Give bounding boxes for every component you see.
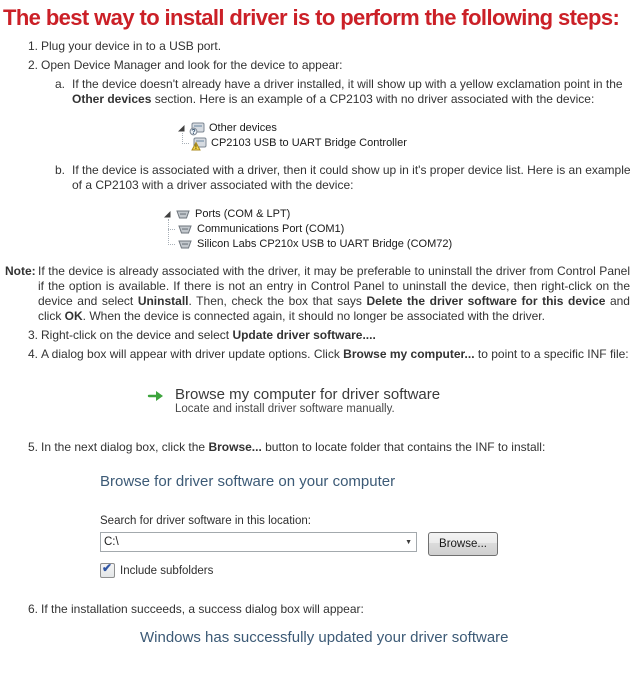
step-text — [72, 77, 632, 107]
tree-node-cp2103[interactable] — [182, 136, 640, 151]
bold-text: Update driver software.... — [232, 328, 376, 342]
option-subtitle: Locate and install driver software manually. — [175, 403, 395, 415]
dialog-header: Browse for driver software on your computer — [100, 473, 396, 490]
tree-node-ports[interactable] — [163, 207, 640, 222]
step-6 — [28, 602, 632, 617]
step-2 — [28, 58, 632, 73]
tree-connector-dash — [182, 135, 189, 144]
bold-text: Other devices — [72, 92, 152, 106]
chevron-down-icon[interactable]: ▼ — [405, 538, 412, 546]
note-block — [5, 264, 630, 324]
tree-node-com72[interactable] — [168, 237, 640, 252]
step-text — [41, 347, 632, 362]
serial-port-icon — [177, 223, 193, 237]
location-value: C:\ — [104, 536, 119, 548]
text-segment: to point to a specific INF file: — [474, 347, 629, 361]
bold-text: Uninstall — [137, 294, 189, 308]
step-number: 1. — [28, 39, 39, 53]
option-title[interactable]: Browse my computer for driver software — [175, 386, 441, 403]
note-label: Note: — [5, 264, 36, 278]
page-title: The best way to install driver is to perform the following steps: — [3, 5, 620, 30]
svg-text:!: ! — [194, 143, 198, 151]
device-manager-tree-no-driver — [177, 121, 640, 151]
text-segment: Right-click on the device and select — [41, 328, 233, 342]
tree-node-label: Ports (COM & LPT) — [195, 208, 291, 220]
text-segment: A dialog box will appear with driver update options. Click — [41, 347, 344, 361]
bold-text: Browse... — [208, 440, 262, 454]
step-number: 4. — [28, 347, 39, 361]
tree-children — [168, 222, 640, 252]
success-message: Windows has successfully updated your driver software — [140, 629, 509, 646]
step-4 — [28, 347, 632, 362]
text-segment: and click — [38, 294, 630, 323]
tree-node-label: Other devices — [209, 122, 277, 134]
tree-connector-dash — [168, 236, 175, 245]
expand-collapse-icon[interactable] — [163, 210, 172, 219]
serial-port-icon — [175, 208, 191, 222]
bold-text: Delete the driver software for this device — [366, 294, 606, 308]
text-segment: If the device doesn't already have a driver installed, it will show up with a yellow exclamation point in the — [72, 77, 623, 91]
step-text: If the installation succeeds, a success dialog box will appear: — [41, 602, 364, 616]
text-segment: . Then, check the box that says — [188, 294, 367, 308]
device-warning-icon — [191, 137, 207, 151]
green-arrow-icon — [147, 389, 165, 403]
tree-node-other-devices[interactable] — [177, 121, 640, 136]
serial-port-icon — [177, 238, 193, 252]
step-letter: b. — [55, 163, 66, 177]
tree-node-label: Silicon Labs CP210x USB to UART Bridge (COM72) — [197, 238, 453, 250]
location-row — [100, 532, 640, 556]
step-text — [41, 440, 632, 455]
step-number: 5. — [28, 440, 39, 454]
browse-button[interactable]: Browse... — [428, 532, 498, 556]
tree-children — [182, 136, 640, 151]
svg-text:?: ? — [191, 128, 196, 136]
bold-text: OK — [64, 309, 83, 323]
step-text: If the device is associated with a driver, then it could show up in it's proper device list. Here is an example of a CP2103 with a driver associated with the device: — [72, 163, 631, 192]
include-subfolders-row — [100, 563, 640, 578]
text-segment: . When the device is connected again, it should no longer be associated with the driver. — [82, 309, 545, 323]
text-segment: section. Here is an example of a CP2103 with no driver associated with the device: — [151, 92, 595, 106]
step-2b — [55, 163, 632, 193]
bold-text: Browse my computer... — [343, 347, 475, 361]
step-3 — [28, 328, 632, 343]
checkbox-label: Include subfolders — [120, 564, 214, 577]
step-number: 3. — [28, 328, 39, 342]
tree-node-label: Communications Port (COM1) — [197, 223, 345, 235]
location-combobox[interactable] — [100, 532, 417, 552]
checkmark-icon: ✔ — [102, 561, 113, 575]
tree-node-com1[interactable] — [168, 222, 640, 237]
unknown-device-category-icon — [189, 122, 205, 136]
step-text — [41, 328, 632, 343]
tree-connector-dash — [168, 221, 175, 230]
step-text: Plug your device in to a USB port. — [41, 39, 222, 53]
device-manager-tree-with-driver — [163, 207, 640, 252]
search-location-label: Search for driver software in this location: — [100, 515, 311, 527]
text-segment: In the next dialog box, click the — [41, 440, 209, 454]
step-number: 6. — [28, 602, 39, 616]
tree-connector-line — [168, 219, 169, 245]
tree-connector-line — [182, 133, 183, 144]
step-letter: a. — [55, 77, 66, 91]
step-5 — [28, 440, 632, 455]
option-text — [175, 386, 440, 416]
step-number: 2. — [28, 58, 39, 72]
step-2a — [55, 77, 632, 107]
note-text — [38, 264, 630, 324]
text-segment: If the device is already associated with the driver, it may be preferable to uninstall the driver from Control Panel if the option is available. If there is not an entry in Control Panel to uninstall the device, then right-click on the device and select — [38, 264, 630, 308]
browse-my-computer-option[interactable] — [147, 386, 640, 416]
step-text: Open Device Manager and look for the device to appear: — [41, 58, 343, 72]
text-segment: button to locate folder that contains the INF to install: — [261, 440, 546, 454]
include-subfolders-checkbox[interactable] — [100, 563, 115, 578]
tree-node-label: CP2103 USB to UART Bridge Controller — [211, 137, 407, 149]
step-1 — [28, 39, 632, 54]
expand-collapse-icon[interactable] — [177, 124, 186, 133]
